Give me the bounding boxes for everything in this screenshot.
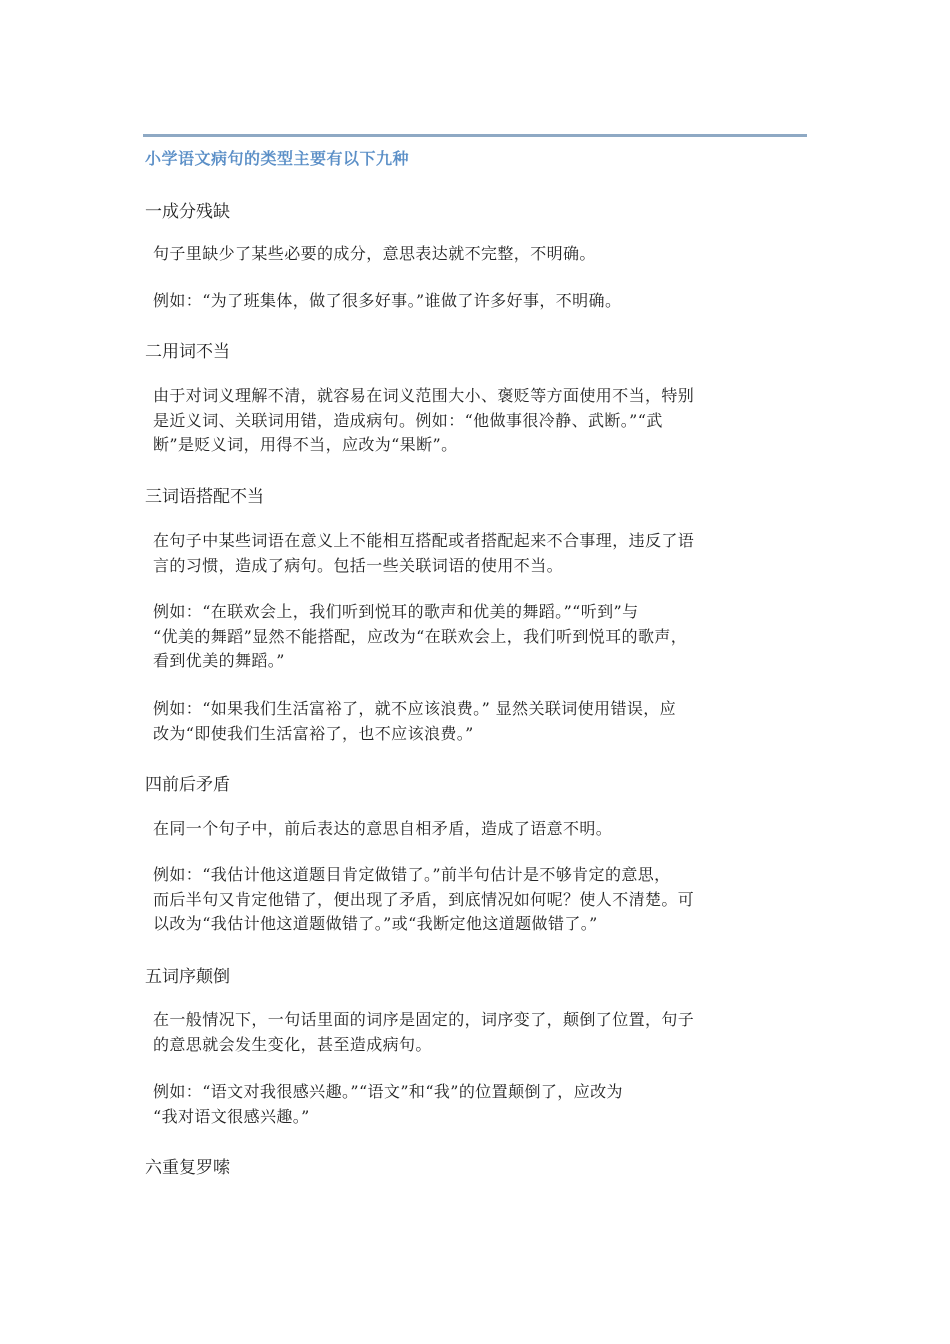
- paragraph-line: 以改为“我估计他这道题做错了。”或“我断定他这道题做错了。”: [153, 914, 598, 933]
- section-heading: 二用词不当: [145, 342, 230, 362]
- paragraph: [153, 697, 793, 746]
- paragraph: [153, 384, 793, 458]
- section-heading: 三词语搭配不当: [145, 487, 264, 507]
- paragraph-line: 由于对词义理解不清，就容易在词义范围大小、褒贬等方面使用不当，特别: [153, 386, 695, 405]
- paragraph: [153, 289, 793, 314]
- paragraph: [153, 863, 793, 937]
- paragraph-line: 而后半句又肯定他错了，便出现了矛盾，到底情况如何呢？使人不清楚。可: [153, 889, 695, 909]
- paragraph: [153, 600, 793, 674]
- paragraph: [153, 1080, 793, 1129]
- paragraph: [153, 1008, 793, 1057]
- paragraph: [153, 242, 793, 267]
- paragraph-line: 例如：“为了班集体，做了很多好事。”谁做了许多好事，不明确。: [153, 291, 622, 310]
- section-heading: 一成分残缺: [145, 202, 230, 222]
- paragraph-line: 的意思就会发生变化，甚至造成病句。: [153, 1034, 432, 1054]
- paragraph: [153, 529, 793, 578]
- page-title: 小学语文病句的类型主要有以下九种: [145, 149, 410, 168]
- section-heading: 四前后矛盾: [145, 775, 230, 795]
- paragraph-line: 在同一个句子中，前后表达的意思自相矛盾，造成了语意不明。: [153, 819, 613, 838]
- paragraph-line: 断”是贬义词，用得不当，应改为“果断”。: [153, 435, 458, 454]
- paragraph-line: “优美的舞蹈”显然不能搭配，应改为“在联欢会上，我们听到悦耳的歌声，: [153, 626, 688, 646]
- paragraph-line: 例如：“我估计他这道题目肯定做错了。”前半句估计是不够肯定的意思，: [153, 865, 671, 884]
- paragraph-line: 看到优美的舞蹈。”: [153, 651, 285, 670]
- paragraph-line: 例如：“语文对我很感兴趣。”“语文”和“我”的位置颠倒了，应改为: [153, 1082, 623, 1101]
- paragraph-line: 改为“即使我们生活富裕了，也不应该浪费。”: [153, 723, 474, 743]
- title-divider: [143, 134, 807, 137]
- paragraph-line: 句子里缺少了某些必要的成分，意思表达就不完整，不明确。: [153, 244, 596, 263]
- paragraph-line: 例如：“如果我们生活富裕了，就不应该浪费。” 显然关联词使用错误，应: [153, 699, 677, 718]
- paragraph-line: 在句子中某些词语在意义上不能相互搭配或者搭配起来不合事理，违反了语: [153, 531, 695, 550]
- paragraph-line: 言的习惯，造成了病句。包括一些关联词语的使用不当。: [153, 555, 564, 575]
- paragraph-line: 例如：“在联欢会上，我们听到悦耳的歌声和优美的舞蹈。”“听到”与: [153, 602, 639, 621]
- paragraph-line: “我对语文很感兴趣。”: [153, 1106, 310, 1126]
- section-heading: 五词序颠倒: [145, 967, 230, 987]
- paragraph: [153, 817, 793, 842]
- paragraph-line: 是近义词、关联词用错，造成病句。例如：“他做事很冷静、武断。”“武: [153, 410, 663, 430]
- section-heading: 六重复罗嗦: [145, 1158, 230, 1178]
- paragraph-line: 在一般情况下，一句话里面的词序是固定的，词序变了，颠倒了位置，句子: [153, 1010, 695, 1029]
